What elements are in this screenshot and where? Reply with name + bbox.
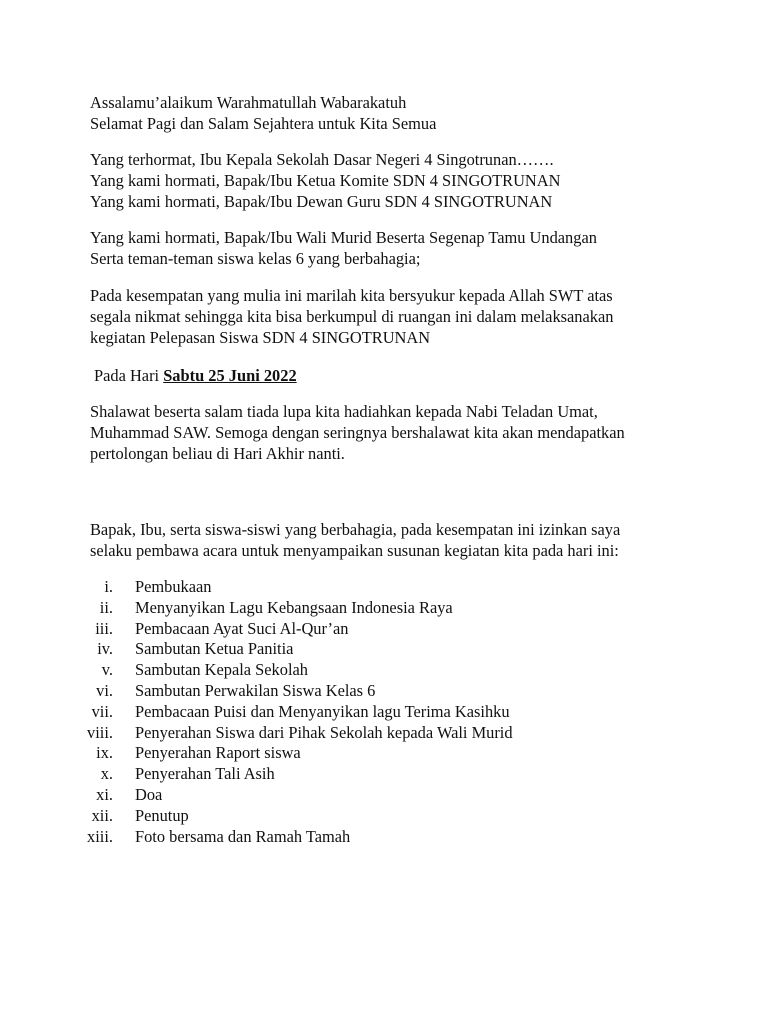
agenda-number: xii. xyxy=(91,805,113,825)
greeting-line: Assalamu’alaikum Warahmatullah Wabarakatuh xyxy=(90,93,407,112)
agenda-item xyxy=(90,639,730,660)
agenda-text: Pembukaan xyxy=(135,577,212,596)
agenda-number: xi. xyxy=(96,784,113,804)
agenda-text: Sambutan Kepala Sekolah xyxy=(135,660,308,680)
agenda-number: i. xyxy=(104,577,113,596)
respect-line: Yang kami hormati, Bapak/Ibu Ketua Komite SDN 4 SINGOTRUNAN xyxy=(90,171,561,190)
agenda-intro-paragraph xyxy=(90,519,730,561)
agenda-text: Foto bersama dan Ramah Tamah xyxy=(135,826,351,846)
gratitude-line: kegiatan Pelepasan Siswa SDN 4 SINGOTRUNAN xyxy=(90,328,431,347)
agenda-item xyxy=(90,619,730,640)
event-date: Sabtu 25 Juni 2022 xyxy=(163,366,297,385)
agenda-text: Doa xyxy=(135,784,163,804)
agenda-text: Sambutan Perwakilan Siswa Kelas 6 xyxy=(135,680,376,700)
respect-line: Yang kami hormati, Bapak/Ibu Dewan Guru SDN 4 SINGOTRUNAN xyxy=(90,192,553,211)
event-day-prefix: Pada Hari xyxy=(94,366,164,385)
agenda-list xyxy=(87,577,730,847)
agenda-item xyxy=(90,660,730,681)
agenda-item xyxy=(90,764,730,785)
salawat-line: Shalawat beserta salam tiada lupa kita hadiahkan kepada Nabi Teladan Umat, xyxy=(90,402,598,421)
agenda-item xyxy=(87,722,730,744)
agenda-item xyxy=(90,577,730,598)
salawat-paragraph xyxy=(90,401,730,464)
agenda-number: ii. xyxy=(99,597,113,617)
respect-paragraph xyxy=(90,149,730,212)
salawat-line: Muhammad SAW. Semoga dengan seringnya bershalawat kita akan mendapatkan xyxy=(90,423,625,442)
salawat-line: pertolongan beliau di Hari Akhir nanti. xyxy=(90,444,345,463)
agenda-number: iv. xyxy=(97,639,113,659)
agenda-text: Penyerahan Siswa dari Pihak Sekolah kepada Wali Murid xyxy=(135,722,513,742)
gratitude-line: Pada kesempatan yang mulia ini marilah kita bersyukur kepada Allah SWT atas xyxy=(90,286,613,305)
agenda-number: viii. xyxy=(87,722,113,742)
agenda-number: x. xyxy=(100,764,113,784)
agenda-item xyxy=(90,806,730,827)
respect-line: Yang kami hormati, Bapak/Ibu Wali Murid Beserta Segenap Tamu Undangan xyxy=(90,228,597,247)
agenda-number: v. xyxy=(101,660,113,680)
document-page xyxy=(87,92,730,847)
agenda-text: Menyanyikan Lagu Kebangsaan Indonesia Raya xyxy=(135,597,453,617)
agenda-number: ix. xyxy=(96,743,113,763)
agenda-number: vii. xyxy=(91,701,113,721)
agenda-number: iii. xyxy=(95,618,113,638)
agenda-item xyxy=(90,743,730,764)
event-day-line xyxy=(90,365,730,386)
agenda-text: Pembacaan Ayat Suci Al-Qur’an xyxy=(135,618,349,638)
agenda-item xyxy=(90,681,730,702)
respect-line: Serta teman-teman siswa kelas 6 yang berbahagia; xyxy=(90,249,421,268)
agenda-number: xiii. xyxy=(87,826,113,846)
intro-line: Bapak, Ibu, serta siswa-siswi yang berbahagia, pada kesempatan ini izinkan saya xyxy=(90,520,621,539)
respect-line: Yang terhormat, Ibu Kepala Sekolah Dasar Negeri 4 Singotrunan……. xyxy=(90,150,554,169)
intro-line: selaku pembawa acara untuk menyampaikan susunan kegiatan kita pada hari ini: xyxy=(90,541,619,560)
agenda-text: Pembacaan Puisi dan Menyanyikan lagu Terima Kasihku xyxy=(135,701,510,721)
agenda-text: Penyerahan Raport siswa xyxy=(135,743,301,763)
agenda-text: Sambutan Ketua Panitia xyxy=(135,639,294,659)
agenda-item xyxy=(87,826,730,848)
respect-paragraph-guests xyxy=(90,227,730,269)
gratitude-paragraph xyxy=(90,285,730,348)
agenda-item xyxy=(90,598,730,619)
greeting-paragraph xyxy=(90,92,730,134)
gratitude-line: segala nikmat sehingga kita bisa berkumpul di ruangan ini dalam melaksanakan xyxy=(90,307,614,326)
agenda-item xyxy=(90,785,730,806)
greeting-line: Selamat Pagi dan Salam Sejahtera untuk Kita Semua xyxy=(90,114,437,133)
agenda-number: vi. xyxy=(96,680,113,700)
agenda-text: Penyerahan Tali Asih xyxy=(135,764,275,784)
agenda-item xyxy=(90,702,730,723)
agenda-text: Penutup xyxy=(135,805,189,825)
